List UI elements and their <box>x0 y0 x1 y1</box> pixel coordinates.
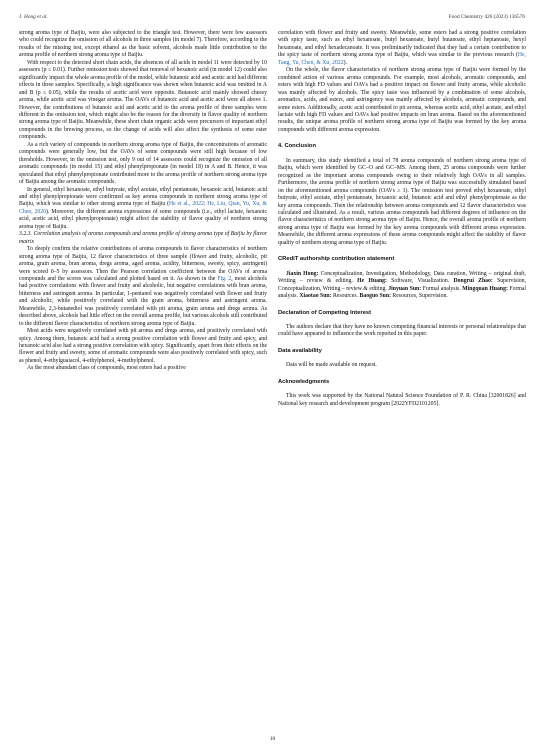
citation-link[interactable]: He et al., 2022; He, Liu, Qian, Yu, Xu, & Chen, 2020 <box>19 201 267 215</box>
author-roles: Resources. <box>331 293 360 300</box>
paragraph: This work was supported by the National Natural Science Foundation of P. R. China [32001826] and National key research and development program [2022YFD2101205]. <box>278 393 526 407</box>
author-roles: Conceptualization, Investigation, Methodology, Data curation, Writing – original draft, Writing – review & editing. <box>278 270 526 285</box>
paragraph: As the most abundant class of compounds, most esters had a positive <box>27 365 186 372</box>
page-number: 10 <box>269 736 276 742</box>
paragraph <box>19 187 267 232</box>
paragraph-text: correlation with flower and fruity and sweety. Meanwhile, some esters had a strong positive correlation with spicy taste, such as ethyl hexanoate, butyl hexanoate, butyl butanoate, ethyl heptanoate, hexyl hexanoate, and ethyl hexadecanoate. It was preliminarily indicated that they had a certain contribution to the spicy taste of northern strong aroma type of Baijiu, which was similar to the previous research ( <box>278 30 526 59</box>
subsection-heading: 3.2.3. Correlation analysis of aroma compounds and aroma profile of strong aroma type of Baijiu by flavor matrix <box>19 231 267 245</box>
section-heading-data-availability: Data availability <box>278 347 322 354</box>
running-header-journal: Food Chemistry 426 (2023) 136576 <box>448 14 525 20</box>
author-roles: Formal analysis. <box>278 285 526 300</box>
author-name: Dongrui Zhao: <box>453 278 493 285</box>
paragraph: Most acids were negatively correlated with pit aroma and dregs aroma, and positively correlated with spicy. Among them, butanoic acid had a strong positive correlation with flower and fruity and spicy, and hexanoic acid also had a strong positive correlation with spicy. Significantly, apart from their effects on the flower and fruity and sweety, some of aromatic compounds were also positively correlated with spicy, such as phenol, 4-ethylguaiacol, 4-ethylphenol, 4-methylphenol. <box>19 328 267 364</box>
author-name: He Huang: <box>357 278 387 285</box>
paragraph: The authors declare that they have no known competing financial interests or personal relationships that could have appeared to influence the work reported in this paper. <box>278 323 526 338</box>
paragraph: On the whole, the flavor characteristics of northern strong aroma type of Baijiu were formed by the combined action of various aroma compounds. For example, most alcohols, aromatic compounds, and esters with high FD values and OAVs had a positive impact on flower and fruity aroma, while alcoholic was mainly affected by alcohols. The spicy taste was influenced by a combination of some alcohols, aromatics, acids, and esters, and astringency was mainly affected by alcohols, aromatic compounds, and some esters. Additionally, acetic acid contributed to pit aroma, whereas acetic acid, ethyl acetate, and ethyl lactate with high FD values and OAVs had positive impacts on bran aroma. Based on the aforementioned results, the unique aroma profile of northern strong aroma type of Baijiu was formed by the key aroma compounds with different aroma expression. <box>278 67 526 133</box>
paragraph-text: In general, ethyl hexanoate, ethyl butyrate, ethyl acetate, ethyl pentanoate, hexanoic acid, butanoic acid and ethyl phenylpropionate were confirmed as key aroma compounds in northern strong aroma type of Baijiu, which was similar to other strong aroma type of Baijiu ( <box>19 186 267 208</box>
author-roles: Software, Visualization. <box>386 278 454 285</box>
paragraph-text: To deeply confirm the relative contributions of aroma compounds to flavor characteristics of northern strong aroma type of Baijiu, 12 flavor characteristics of three sample (flower and fruity, alcoholic, pit aroma, grain aroma, bran aroma, dregs aroma, aged aroma, acidity, bitterness, sweety, spicy, astringent) were scored 0–5 by assessors. Then the Pearson correlation coefficient between the OAVs of aroma compounds and the scores was calculated and plotted based on it. As shown in the <box>19 246 267 282</box>
paragraph-text: , most alcohols had positive correlations with flower and fruity and alcoholic, but negative correlations with bran aroma, bitterness and astringent aroma. In particular, 1-pentanol was negatively correlated with flower and fruity and alcoholic, while positively correlated with the grain aroma, bitterness and astringent aroma. Meanwhile, 2,3-butanediol was positively correlated with pit aroma, grain aroma and dregs aroma. As described above, alcohols had little effect on the overall aroma profile, but various alcohols still contributed to the different flavor characteristics of northern strong aroma type of Baijiu. <box>19 275 267 327</box>
paragraph-text: ). Moreover, the different aroma expressions of some compounds (i.e., ethyl lactate, hexanoic acid, acetic acid, ethyl phenylpropionate) might affect the stability of flavor quality of northern strong aroma type of Baijiu. <box>19 208 268 230</box>
citation-link[interactable]: He, Tang, Yu, Chen, & Xu, 2022 <box>278 52 526 66</box>
paragraph: With respect to the detected short chain acids, the absences of all acids in model 11 were detected by 10 assessors (p ≤ 0.01). Further omission tests showed that removal of hexanoic acid (in model 12) could also significantly impact the whole aroma profile of the model, while butanoic acid and acetic acid had different effects in three samples. Specifically, a high significance was shown when butanoic acid was omitted in A and B (p ≤ 0.05), while the results of acetic acid were opposite. Butanoic acid mainly showed cheesy aroma, while acetic acid was vinegar aroma. The OAVs of butanoic acid and acetic acid were all above 1. However, the contributions of butanoic acid and acetic acid to the aroma profile of three samples were different in the omission test, which might also be the reason for the diversity in flavor quality of northern strong aroma type of Baijiu. Meanwhile, these short chain organic acids were precursors of important ethyl compounds in the brewing process, so the change of acids will also affect the synthesis of some ester compounds. <box>19 59 267 141</box>
right-column <box>278 30 526 408</box>
author-roles: Resources, Supervision. <box>390 293 448 300</box>
paragraph: In summary, this study identified a total of 78 aroma compounds of northern strong aroma type of Baijiu, which were identified by GC–O and GC–MS. Among them, 25 aroma compounds were further recognized as the important aroma compounds owing to their relatively high OAVs in all samples. Furthermore, the aroma profile of northern strong aroma type of Baijiu was successfully simulated based on the aforementioned aroma compounds (OAVs ≥ 1). The omission test proved ethyl hexanoate, ethyl butyrate, ethyl acetate, ethyl pentanoate, hexanoic acid, butanoic acid and ethyl phenylpropionate as the key aroma compounds. Then the relationship between aroma compounds and 12 flavor characteristics was calculated and illustrated. As a result, various aroma compounds had different degrees of influence on the flavor characteristics of northern strong aroma type of Baijiu. Hence, the overall aroma profile of northern strong aroma type of Baijiu was formed by the key aroma compounds with different aroma expression. Meanwhile, the different aroma expressions of these aroma compounds might affect the stability of flavor quality of northern strong aroma type of Baijiu. <box>278 157 526 246</box>
paragraph: As a rich variety of compounds in northern strong aroma type of Baijiu, the concentrations of aromatic compounds were generally low, but the OAVs of some compounds were still high because of low thresholds. However, in the omission test, only 9 out of 14 assessors could recognize the omission of all aromatic compounds (in model 15) and ethyl phenylpropionate (in model 18) in A and B. Hence, it was speculated that ethyl phenylpropionate contributed more to the aroma profile of northern strong aroma type of Baijiu among the aromatic compounds. <box>19 141 267 186</box>
section-heading-competing-interest: Declaration of Competing Interest <box>278 309 372 316</box>
left-column <box>19 30 267 373</box>
author-name: Xiaotao Sun: <box>299 293 332 300</box>
section-heading-credit: CRediT authorship contribution statement <box>278 256 395 263</box>
paragraph <box>278 30 526 67</box>
paragraph <box>19 246 267 328</box>
author-name: Mingquan Huang: <box>462 285 508 292</box>
figure-link[interactable]: Fig. 2 <box>217 275 232 282</box>
section-heading-conclusion: 4. Conclusion <box>278 143 317 150</box>
author-name: Baoguo Sun: <box>359 293 391 300</box>
author-name: Jinyuan Sun: <box>388 285 422 292</box>
paragraph: Data will be made available on request. <box>286 362 377 369</box>
author-roles: Supervision, Conceptualization, Writing – review & editing. <box>278 278 526 292</box>
section-heading-acknowledgments: Acknowledgments <box>278 378 330 385</box>
running-header-authors: J. Hong et al. <box>19 14 48 20</box>
paragraph: strong aroma type of Baijiu, were also subjected to the triangle test. However, there were few assessors who could recognize the omission of all alcohols in three samples (in model 7). Therefore, according to the results of the missing test, except ethanol as the basic solvent, alcohols made little contribution to the aroma profile of northern strong aroma type of Baijiu. <box>19 30 267 59</box>
paragraph-text: ). <box>343 59 348 66</box>
credit-statement <box>278 271 526 301</box>
author-name: Jiaxin Hong: <box>286 270 319 277</box>
author-roles: Formal analysis. <box>421 285 463 292</box>
